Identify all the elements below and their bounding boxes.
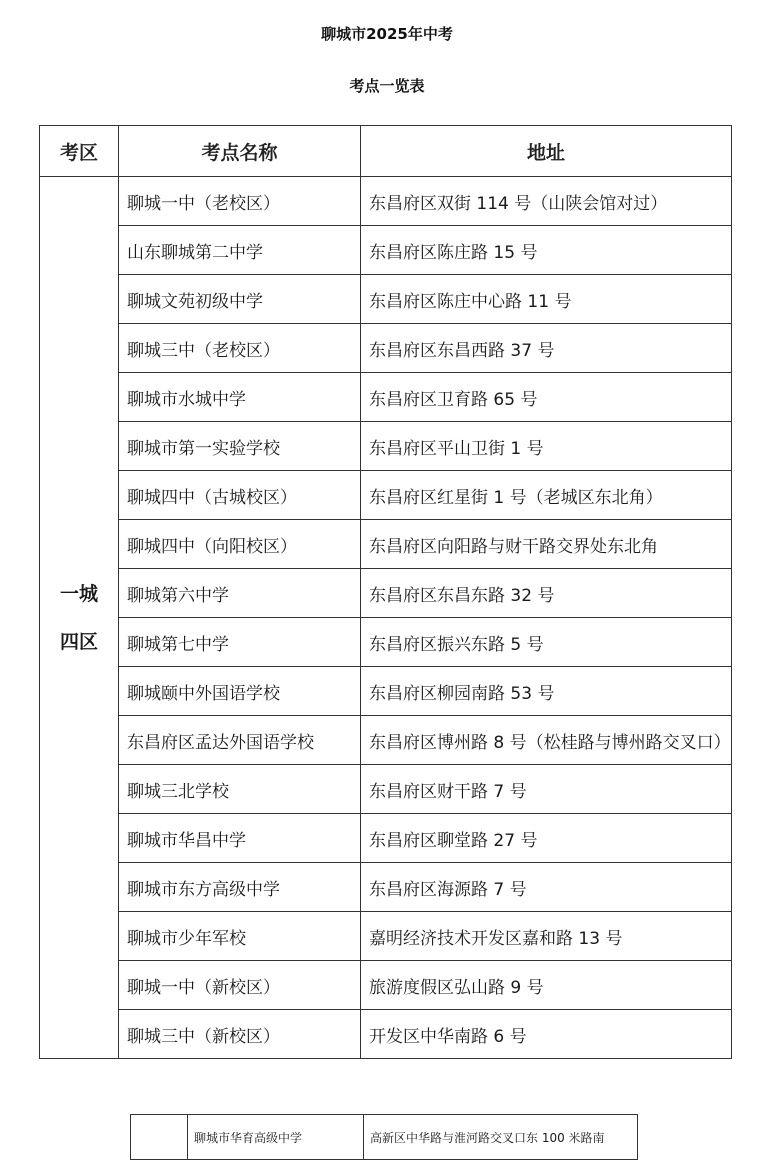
header-site-name: 考点名称 <box>119 126 361 177</box>
table-row <box>40 569 732 618</box>
document-title: 聊城市2025年中考 <box>321 25 453 43</box>
site-address-cell: 东昌府区振兴东路 5 号 <box>361 618 732 667</box>
table-row <box>40 961 732 1010</box>
document-subtitle: 考点一览表 <box>349 77 425 95</box>
site-name-cell: 聊城市第一实验学校 <box>119 422 361 471</box>
site-address-cell: 东昌府区财干路 7 号 <box>361 765 732 814</box>
site-name-cell: 山东聊城第二中学 <box>119 226 361 275</box>
site-address-cell: 东昌府区卫育路 65 号 <box>361 373 732 422</box>
table-row <box>40 471 732 520</box>
header-address: 地址 <box>361 126 732 177</box>
site-address-cell: 东昌府区平山卫街 1 号 <box>361 422 732 471</box>
site-name-cell: 聊城四中（向阳校区） <box>119 520 361 569</box>
site-name-cell: 聊城文苑初级中学 <box>119 275 361 324</box>
second-table <box>130 1114 638 1160</box>
site-name-cell: 聊城三中（新校区） <box>119 1010 361 1059</box>
site-address-cell: 东昌府区向阳路与财干路交界处东北角 <box>361 520 732 569</box>
site-name-cell: 聊城四中（古城校区） <box>119 471 361 520</box>
site-name-cell: 东昌府区孟达外国语学校 <box>119 716 361 765</box>
site-address-cell: 旅游度假区弘山路 9 号 <box>361 961 732 1010</box>
site-name-cell: 聊城三北学校 <box>119 765 361 814</box>
site-address-cell: 东昌府区海源路 7 号 <box>361 863 732 912</box>
site-name-cell: 聊城一中（新校区） <box>119 961 361 1010</box>
site-address-cell: 东昌府区东昌西路 37 号 <box>361 324 732 373</box>
table-row <box>40 618 732 667</box>
site-name-cell: 聊城颐中外国语学校 <box>119 667 361 716</box>
site-name-cell: 聊城一中（老校区） <box>119 177 361 226</box>
site-address-cell: 东昌府区柳园南路 53 号 <box>361 667 732 716</box>
table-row <box>40 765 732 814</box>
exam-zone-line-2: 四区 <box>59 630 98 653</box>
exam-site-table <box>39 125 732 1059</box>
exam-zone-cell <box>131 1115 188 1160</box>
table-row <box>40 520 732 569</box>
site-name-cell: 聊城市华育高级中学 <box>188 1115 364 1160</box>
table-row <box>40 226 732 275</box>
table-row <box>40 373 732 422</box>
site-name-cell: 聊城市水城中学 <box>119 373 361 422</box>
site-address-cell: 东昌府区聊堂路 27 号 <box>361 814 732 863</box>
exam-zone-cell <box>40 177 119 1059</box>
table-row <box>40 1010 732 1059</box>
site-name-cell: 聊城第七中学 <box>119 618 361 667</box>
site-name-cell: 聊城市华昌中学 <box>119 814 361 863</box>
site-address-cell: 东昌府区陈庄中心路 11 号 <box>361 275 732 324</box>
site-address-cell: 东昌府区博州路 8 号（松桂路与博州路交叉口） <box>361 716 732 765</box>
header-exam-zone: 考区 <box>40 126 119 177</box>
table-row <box>40 324 732 373</box>
table-row <box>131 1115 638 1160</box>
exam-zone-line-1: 一城 <box>59 582 98 605</box>
site-address-cell: 东昌府区双街 114 号（山陕会馆对过） <box>361 177 732 226</box>
table-row <box>40 912 732 961</box>
site-name-cell: 聊城市东方高级中学 <box>119 863 361 912</box>
site-address-cell: 东昌府区陈庄路 15 号 <box>361 226 732 275</box>
site-address-cell: 开发区中华南路 6 号 <box>361 1010 732 1059</box>
site-address-cell: 嘉明经济技术开发区嘉和路 13 号 <box>361 912 732 961</box>
site-address-cell: 东昌府区红星街 1 号（老城区东北角） <box>361 471 732 520</box>
table-row <box>40 716 732 765</box>
table-row <box>40 863 732 912</box>
table-row <box>40 667 732 716</box>
site-name-cell: 聊城三中（老校区） <box>119 324 361 373</box>
table-row <box>40 422 732 471</box>
site-name-cell: 聊城市少年军校 <box>119 912 361 961</box>
site-address-cell: 高新区中华路与淮河路交叉口东 100 米路南 <box>364 1115 638 1160</box>
site-name-cell: 聊城第六中学 <box>119 569 361 618</box>
table-header-row <box>40 126 732 177</box>
table-row <box>40 177 732 226</box>
site-address-cell: 东昌府区东昌东路 32 号 <box>361 569 732 618</box>
table-row <box>40 275 732 324</box>
table-row <box>40 814 732 863</box>
